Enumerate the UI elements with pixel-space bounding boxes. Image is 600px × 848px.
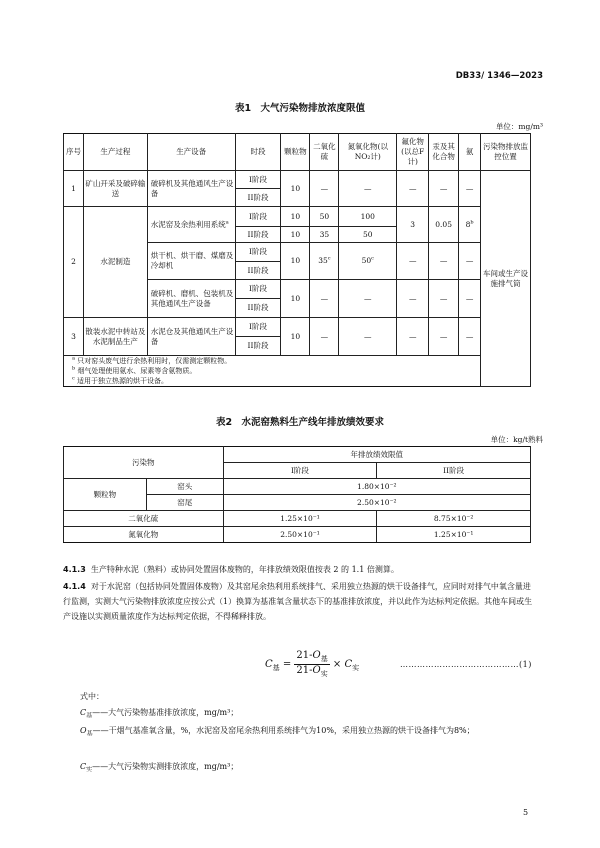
row2c-so2: — [310, 280, 339, 318]
row1-hg: — [429, 171, 459, 207]
row2a-nh3: 8$^b$ [459, 207, 481, 243]
row2-no: 2 [64, 207, 84, 318]
t2-kiln-tail: 窑尾 [146, 495, 223, 511]
where-label: 式中： [80, 692, 104, 701]
t2-header-period2: II阶段 [377, 463, 531, 479]
row2c-period1: I阶段 [235, 280, 281, 299]
header-period: 时段 [235, 134, 281, 171]
row2-process: 水泥制造 [83, 207, 147, 318]
row2c-f: — [397, 280, 429, 318]
t2-kiln-head: 窑头 [146, 479, 223, 495]
row2a-nox2: 50 [339, 227, 397, 243]
row2b-equipment: 烘干机、烘干磨、煤磨及冷却机 [147, 243, 235, 280]
row2a-pm2: 10 [281, 227, 310, 243]
t2-so2-period1: 1.25×10⁻¹ [223, 511, 377, 527]
table2-unit: 单位：kg/t熟料 [490, 435, 543, 444]
header-fluoride: 氟化物(以总F计) [397, 134, 429, 171]
page-number: 5 [523, 808, 529, 817]
row1-f: — [397, 171, 429, 207]
t2-pm-label: 颗粒物 [64, 479, 147, 511]
definition-c-base: $C_基——$大气污染物基准排放浓度，mg/m³； [80, 708, 239, 720]
row2c-nh3: — [459, 280, 481, 318]
header-equipment: 生产设备 [147, 134, 235, 171]
t2-header-period1: I阶段 [223, 463, 377, 479]
row2a-hg: 0.05 [429, 207, 459, 243]
table1-notes: $^a$ 只对窑头废气进行余热利用时，仅需测定颗粒物。 $^b$ 烟气处理使用氨水、尿素等含氨物质。 $^c$ 适用于独立热源的烘干设备。 [64, 356, 531, 387]
t2-kiln-head-value: 1.80×10⁻² [223, 479, 530, 495]
clause-4-1-4: 4.1.4 对于水泥窑（包括协同处置固体废物）及其窑尾余热利用系统排气、采用独立热源的烘干设备排气，应同时对排气中氧含量进行监测，实测大气污染物排放浓度应按公式（1）换算为基准氧含量状态下的基准排放浓度，并以此作为达标判定依据。其他车间或生产设施以实测质量浓度作为达标判定依据，不得稀释排放。 [63, 582, 533, 621]
row2c-period2: II阶段 [235, 299, 281, 318]
row1-so2: — [310, 171, 339, 207]
row3-so2: — [310, 318, 339, 356]
row1-period1: I阶段 [235, 171, 281, 189]
table1-title: 表1 大气污染物排放浓度限值 [234, 103, 366, 114]
row2a-period2: II阶段 [235, 227, 281, 243]
row3-process: 散装水泥中转站及水泥制品生产 [83, 318, 147, 356]
t2-so2-period2: 8.75×10⁻² [377, 511, 531, 527]
row2a-equipment: 水泥窑及余热利用系统$^a$ [147, 207, 235, 243]
row2b-hg: — [429, 243, 459, 280]
row3-period1: I阶段 [235, 318, 281, 337]
row1-no: 1 [64, 171, 84, 207]
row2b-period1: I阶段 [235, 243, 281, 262]
row3-period2: II阶段 [235, 337, 281, 356]
formula-1: $C_基$ = $\frac{21-O_基}{21-O_实}$ × $C_实$ [265, 650, 360, 678]
document-id: DB33/ 1346—2023 [455, 71, 543, 81]
table2-title: 表2 水泥窑熟料生产线年排放绩效要求 [215, 417, 385, 428]
monitor-location: 车间或生产设施排气筒 [481, 171, 531, 387]
definition-c-measured: $C_实——$大气污染物实测排放浓度，mg/m³； [80, 762, 239, 774]
header-mercury: 汞及其化合物 [429, 134, 459, 171]
row3-pm: 10 [281, 318, 310, 356]
row3-nh3: — [459, 318, 481, 356]
row2a-f: 3 [397, 207, 429, 243]
t2-nox-period1: 2.50×10⁻¹ [223, 527, 377, 543]
row2a-so2-1: 50 [310, 207, 339, 227]
t2-so2-label: 二氧化硫 [64, 511, 224, 527]
row2a-nox1: 100 [339, 207, 397, 227]
row3-f: — [397, 318, 429, 356]
row1-nox: — [339, 171, 397, 207]
row2c-pm: 10 [281, 280, 310, 318]
header-monitor: 污染物排放监控位置 [481, 134, 531, 171]
header-process: 生产过程 [83, 134, 147, 171]
header-no: 序号 [64, 134, 84, 171]
header-nox: 氮氧化物(以NO₂计) [339, 134, 397, 171]
t2-kiln-tail-value: 2.50×10⁻² [223, 495, 530, 511]
row3-nox: — [339, 318, 397, 356]
row1-process: 矿山开采及破碎输送 [83, 171, 147, 207]
t2-nox-label: 氮氧化物 [64, 527, 224, 543]
clause-4-1-3: 4.1.3 生产特种水泥（熟料）或协同处置固体废物的，年排放绩效限值按表 2 的 1.1 倍测算。 [63, 565, 399, 574]
row2b-period2: II阶段 [235, 262, 281, 280]
header-pm: 颗粒物 [281, 134, 310, 171]
row2a-so2-2: 35 [310, 227, 339, 243]
table1-unit: 单位：mg/m³ [495, 122, 543, 131]
row2a-period1: I阶段 [235, 207, 281, 227]
row2c-hg: — [429, 280, 459, 318]
emission-limit-table [63, 133, 531, 387]
row2b-nh3: — [459, 243, 481, 280]
header-ammonia: 氨 [459, 134, 481, 171]
row3-no: 3 [64, 318, 84, 356]
row1-period2: II阶段 [235, 189, 281, 207]
row1-nh3: — [459, 171, 481, 207]
row3-equipment: 水泥仓及其他通风生产设备 [147, 318, 235, 356]
t2-header-limit: 年排放绩效限值 [223, 447, 530, 463]
row2b-pm: 10 [281, 243, 310, 280]
row2b-f: — [397, 243, 429, 280]
t2-header-pollutant: 污染物 [64, 447, 224, 479]
t2-nox-period2: 1.25×10⁻¹ [377, 527, 531, 543]
row2b-so2: 35$^c$ [310, 243, 339, 280]
row3-hg: — [429, 318, 459, 356]
row1-equipment: 破碎机及其他通风生产设备 [147, 171, 235, 207]
definition-o-base: $O_基——$干烟气基准氧含量，%，水泥窑及窑尾余热利用系统排气为10%，采用独立热源的烘干设备排气为8%； [80, 726, 475, 738]
equation-number: ……………………………………(1) [400, 660, 532, 669]
emission-performance-table [63, 446, 531, 543]
row2c-nox: — [339, 280, 397, 318]
header-so2: 二氧化硫 [310, 134, 339, 171]
row1-pm: 10 [281, 171, 310, 207]
row2b-nox: 50$^c$ [339, 243, 397, 280]
row2a-pm1: 10 [281, 207, 310, 227]
row2c-equipment: 破碎机、磨机、包装机及其他通风生产设备 [147, 280, 235, 318]
